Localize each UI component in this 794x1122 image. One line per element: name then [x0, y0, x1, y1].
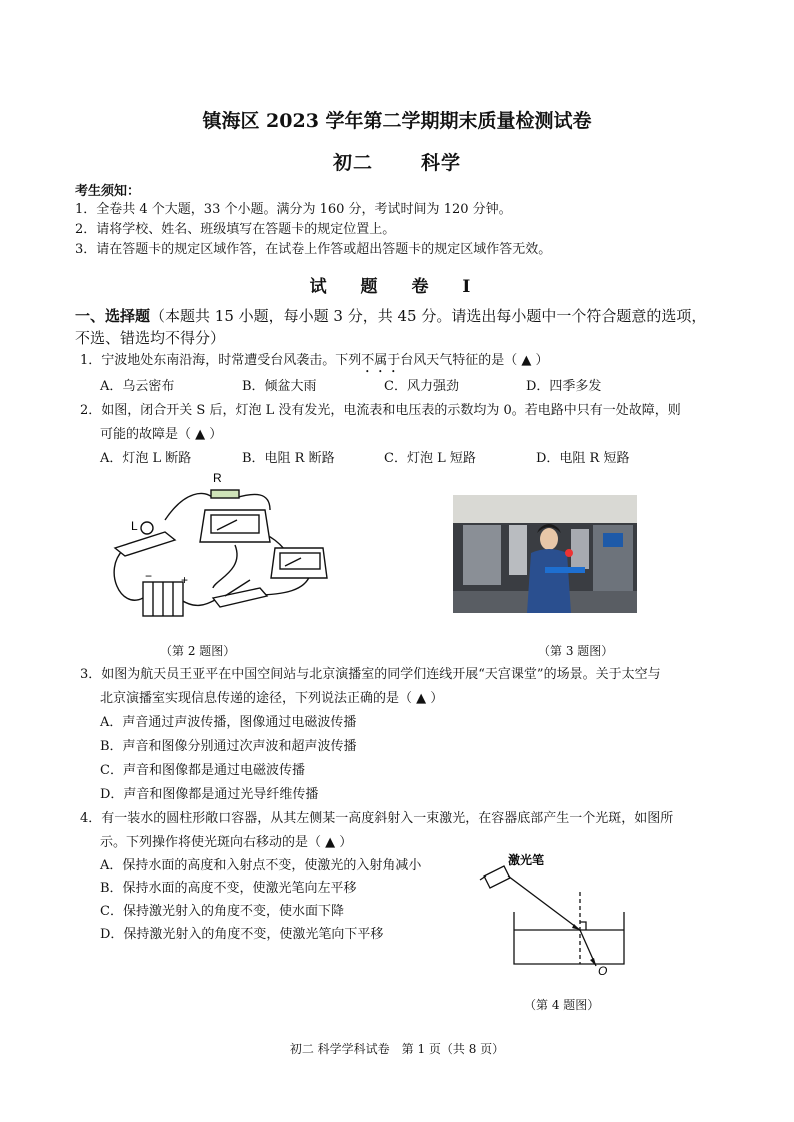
- bulb-label: L: [131, 519, 138, 533]
- question-2-stem-line1: 2．如图，闭合开关 S 后，灯泡 L 没有发光，电流表和电压表的示数均为 0。若电路中只有一处故障，则: [80, 403, 681, 418]
- paper-title: 试 题 卷 I: [309, 277, 485, 297]
- question-3-stem-line2: 北京演播室实现信息传递的途径，下列说法正确的是（ ▲ ）: [100, 691, 444, 706]
- question-1-options: [100, 378, 601, 396]
- question-2-options: [100, 450, 629, 468]
- question-2-stem-line2: 可能的故障是（ ▲ ）: [100, 427, 223, 442]
- q1-emphasis: 不属于: [361, 353, 401, 368]
- battery-plus: +: [181, 573, 189, 587]
- option-b[interactable]: B．保持水面的高度不变，使激光笔向左平移: [100, 881, 357, 896]
- section-heading: 一、选择题: [75, 307, 151, 325]
- exam-title: 镇海区 2023 学年第二学期期末质量检测试卷: [202, 110, 592, 132]
- option-d[interactable]: D．四季多发: [526, 379, 602, 394]
- exam-subtitle: [0, 148, 794, 175]
- subject-label: 科学: [421, 152, 462, 174]
- q1-stem-b: 台风天气特征的是（ ▲ ）: [400, 353, 549, 368]
- option-b[interactable]: B．声音和图像分别通过次声波和超声波传播: [100, 739, 357, 754]
- option-d[interactable]: D．声音和图像都是通过光导纤维传播: [100, 787, 319, 802]
- circuit-diagram: [95, 470, 335, 630]
- question-3-stem-line1: 3．如图为航天员王亚平在中国空间站与北京演播室的同学们连线开展“天宫课堂”的场景。关于太空与: [80, 667, 661, 682]
- notice-item: 1．全卷共 4 个大题，33 个小题。满分为 160 分，考试时间为 120 分钟。: [75, 202, 512, 217]
- section-intro: [75, 305, 706, 327]
- point-o-label: O: [598, 964, 608, 977]
- laser-container-diagram: [478, 852, 638, 977]
- option-c[interactable]: C．保持激光射入的角度不变，使水面下降: [100, 904, 344, 919]
- option-b[interactable]: B．倾盆大雨: [242, 379, 317, 394]
- option-a[interactable]: A．保持水面的高度和入射点不变，使激光的入射角减小: [100, 858, 422, 873]
- option-a[interactable]: A．灯泡 L 断路: [100, 451, 192, 466]
- figure-4-caption: （第 4 题图）: [524, 998, 600, 1012]
- notice-item: 3．请在答题卡的规定区域作答，在试卷上作答或超出答题卡的规定区域作答无效。: [75, 242, 552, 257]
- option-a[interactable]: A．声音通过声波传播，图像通过电磁波传播: [100, 715, 357, 730]
- question-4-stem-line1: 4．有一装水的圆柱形敞口容器，从其左侧某一高度斜射入一束激光，在容器底部产生一个光斑，如图所: [80, 811, 674, 826]
- option-c[interactable]: C．声音和图像都是通过电磁波传播: [100, 763, 305, 778]
- page-footer: 初二 科学学科试卷 第 1 页（共 8 页）: [289, 1042, 505, 1056]
- option-b[interactable]: B．电阻 R 断路: [242, 451, 335, 466]
- figure-3-caption: （第 3 题图）: [538, 644, 614, 658]
- battery-minus: −: [145, 569, 153, 583]
- laser-pen-label: 激光笔: [508, 853, 545, 867]
- notice-heading: 考生须知：: [75, 184, 141, 199]
- question-1-stem: [80, 352, 549, 376]
- resistor-label: R: [213, 471, 222, 485]
- q1-stem-a: 1．宁波地处东南沿海，时常遭受台风袭击。下列: [80, 353, 362, 368]
- option-c[interactable]: C．灯泡 L 短路: [384, 451, 476, 466]
- grade-label: 初二: [332, 152, 373, 174]
- section-intro-line2: 不选、错选均不得分）: [75, 329, 226, 347]
- option-a[interactable]: A．乌云密布: [100, 379, 175, 394]
- figure-2-caption: （第 2 题图）: [160, 644, 236, 658]
- notice-item: 2．请将学校、姓名、班级填写在答题卡的规定位置上。: [75, 222, 396, 237]
- question-4-stem-line2: 示。下列操作将使光斑向右移动的是（ ▲ ）: [100, 835, 353, 850]
- option-d[interactable]: D．电阻 R 短路: [536, 451, 630, 466]
- option-c[interactable]: C．风力强劲: [384, 379, 459, 394]
- option-d[interactable]: D．保持激光射入的角度不变，使激光笔向下平移: [100, 927, 384, 942]
- section-intro-line1: （本题共 15 小题，每小题 3 分，共 45 分。请选出每小题中一个符合题意的选项，: [150, 307, 707, 325]
- space-station-photo: [453, 495, 637, 613]
